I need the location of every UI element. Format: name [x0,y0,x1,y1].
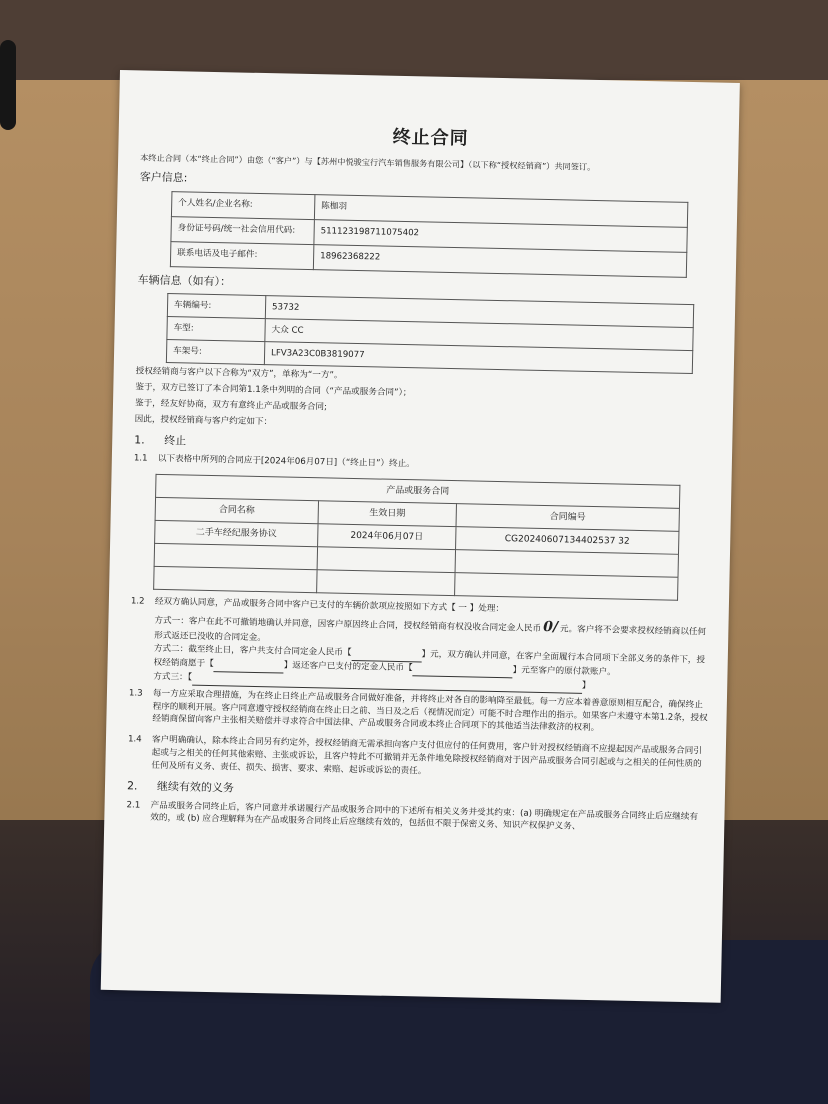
handwritten-amount: 0/ [542,619,559,636]
table-cell: 身份证号码/统一社会信用代码: [171,216,314,244]
method-text: 方式一：客户在此不可撤销地确认并同意，因客户原因终止合同，授权经销商有权没收合同定金人民币 [154,615,542,635]
intro-paragraph: 本终止合同（本“终止合同”）由您（“客户”）与【苏州中悦骏宝行汽车销售服务有限公司】（以下称“授权经销商”）共同签订。 [140,152,596,172]
vehicle-vin: LFV3A23C0B3819077 [264,342,692,374]
table-cell [317,570,455,596]
method-text: 】元，双方确认并同意，在客户全面履行本合同项下全部义务的条件下，授权经销商愿于【 [153,649,706,670]
party-definition: 授权经销商与客户以下合称为“双方”，单称为“一方”。 [135,366,343,382]
clause-1-4 [127,734,708,785]
method-text: 】 [581,680,591,691]
vehicle-number: 53732 [265,296,693,328]
section-title: 继续有效的义务 [156,779,235,795]
product-contract-table [153,474,680,601]
table-cell: 车架号: [166,340,264,365]
contract-body [126,118,721,839]
section-number: 1. [134,433,145,447]
column-header: 合同名称 [155,498,318,524]
method-text: 】返还客户已支付的定金人民币【 [283,660,413,674]
column-header: 合同编号 [456,504,679,532]
table-cell: CG20240607134402537 32 [456,527,679,555]
customer-id-number: 511123198711075402 [314,219,687,252]
background-cable [0,40,16,130]
table-cell: 联系电话及电子邮件: [170,241,313,269]
clause-number: 1.2 [130,596,145,607]
table-cell: 车辆编号: [167,294,265,319]
table-cell: 二手车经纪服务协议 [155,521,318,547]
method-text: 方式三：【 [153,671,193,683]
clause-text [153,596,711,696]
customer-name: 陈枷羽 [314,194,687,227]
vehicle-section-heading: 车辆信息（如有）： [137,273,232,289]
section-title: 终止 [164,433,187,448]
whereas-clause-1: 鉴于，双方已签订了本合同第1.1条中列明的合同（“产品或服务合同”）； [135,382,412,399]
therefore-clause: 因此，授权经销商与客户约定如下： [134,414,273,428]
clause-text: 每一方应采取合理措施，为在终止日终止产品或服务合同做好准备，并将终止对各自的影响降至最低。每一方应本着善意原则相互配合，确保终止程序的顺利开展。客户同意遵守授权经销商在终止日之前、当日及之后（视情况而定）可能不时合理作出的指示。如果客户未遵守本第1.2条，授权经销商保留向客户主张相关赔偿并寻求符合中国法律、产品或服务合同或本终止合同项下的其他适当法律救济的权利。 [152,688,708,734]
vehicle-model: 大众 CC [265,319,693,351]
table-cell: 个人姓名/企业名称: [171,191,314,219]
clause-1-3 [128,687,709,738]
table-cell: 2024年06月07日 [318,524,456,550]
customer-info-table [170,191,688,278]
clause-number: 1.3 [128,688,143,699]
section-number: 2. [126,779,138,793]
table-cell [317,547,455,573]
clause-text: 产品或服务合同终止后，客户同意并承诺履行产品或服务合同中的下述所有相关义务并受其约束：(a) 明确规定在产品或服务合同终止后应继续有效的，或 (b) 应合理解释为在产品或服务合同终止后应继续有效的，包括但不限于保密义务、知识产权保护义务、 [150,800,699,833]
table-cell [455,573,678,601]
clause-number: 1.1 [133,453,148,465]
blank-line [351,647,421,662]
blank-line [214,658,284,673]
clause-1-2 [129,596,711,697]
method-text: 方式二：截至终止日，客户共支付合同定金人民币【 [153,643,352,659]
clause-text: 以下表格中所列的合同应于[2024年06月07日]（“终止日”）终止。 [157,454,415,470]
contract-paper [101,70,740,1003]
method-text: 】元至客户的原付款账户。 [512,665,616,678]
clause-number: 1.4 [127,734,142,745]
whereas-clause-2: 鉴于，经友好协商，双方有意终止产品或服务合同; [134,398,328,413]
table-cell [154,567,317,593]
customer-phone: 18962368222 [313,244,686,277]
table-cell [154,544,317,570]
clause-number: 2.1 [126,799,141,811]
table-cell: 车型: [167,317,265,342]
column-header: 生效日期 [318,501,456,527]
method-text: 元。客户将不会要求授权经销商以任何形式返还已没收的合同定金。 [154,624,707,644]
customer-section-heading: 客户信息: [139,170,188,185]
clause-text: 客户明确确认，除本终止合同另有约定外，授权经销商无需承担向客户支付但应付的任何费用，客户针对授权经销商不应提起因产品或服务合同引起或与之相关的任何其他索赔、主张或诉讼，且客户特此不可撤销并无条件地免除授权经销商对于因产品或服务合同引起或与之相关的任何性质的任何及所有义务、责任、损失、损害、要求、索赔、起诉或诉讼的责任。 [151,735,702,777]
document-title: 终止合同 [392,126,469,150]
table-caption: 产品或服务合同 [156,475,680,509]
clause-intro: 经双方确认同意，产品或服务合同中客户已支付的车辆价款项应按照如下方式【 一 】处理： [154,597,505,615]
vehicle-info-table [166,293,694,374]
